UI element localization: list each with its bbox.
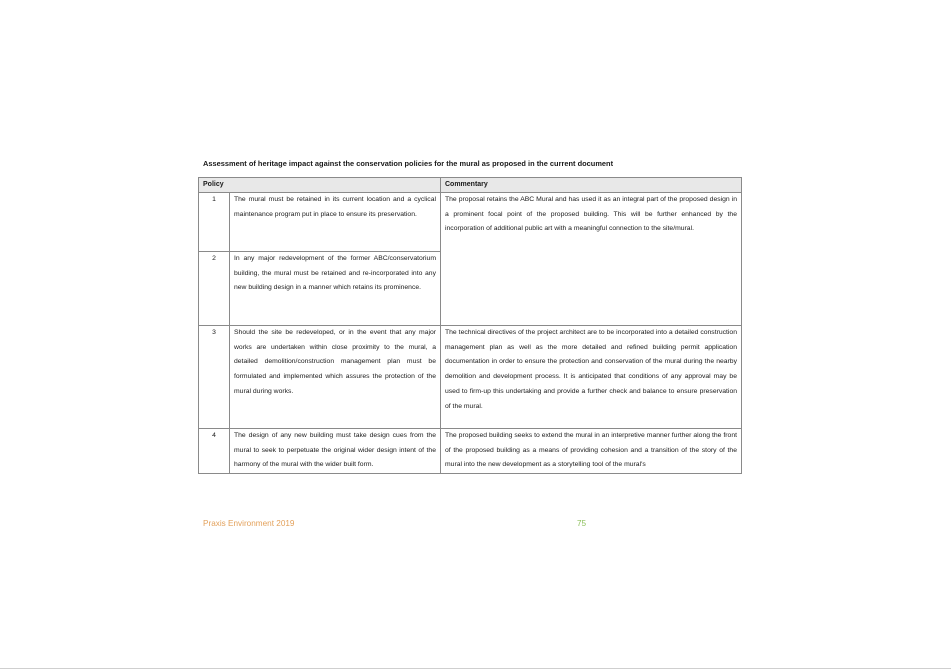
commentary-text <box>441 252 742 326</box>
policy-number: 3 <box>199 326 230 429</box>
policy-text: Should the site be redeveloped, or in the event that any major works are undertaken within close proximity to the mural, a detailed demolition/construction management plan must be formulated and implemented which assures the protection of the mural during works. <box>230 326 441 429</box>
policy-text: The design of any new building must take design cues from the mural to seek to perpetuate the original wider design intent of the harmony of the mural with the wider built form. <box>230 429 441 474</box>
policy-number: 1 <box>199 193 230 252</box>
commentary-text: The technical directives of the project architect are to be incorporated into a detailed construction management plan as well as the more detailed and refined building permit application documentation in order to ensure the protection and conservation of the mural during the nearby demolition and development process. It is anticipated that conditions of any approval may be used to firm-up this undertaking and provide a further check and balance to ensure preservation of the mural. <box>441 326 742 429</box>
table-row <box>199 193 742 252</box>
table-caption: Assessment of heritage impact against the conservation policies for the mural as proposed in the current document <box>203 159 614 168</box>
table-header-row <box>199 178 742 193</box>
heritage-impact-table <box>198 177 742 474</box>
table-row <box>199 326 742 429</box>
footer-publisher: Praxis Environment 2019 <box>203 519 295 528</box>
table-row <box>199 252 742 326</box>
policy-number: 2 <box>199 252 230 326</box>
page-number: 75 <box>577 519 587 528</box>
policy-text: The mural must be retained in its current location and a cyclical maintenance program put in place to ensure its preservation. <box>230 193 441 252</box>
commentary-text: The proposed building seeks to extend the mural in an interpretive manner further along the front of the proposed building as a means of providing cohesion and a transition of the story of the mural into the new development as a storytelling tool of the mural's <box>441 429 742 474</box>
commentary-header: Commentary <box>441 178 742 193</box>
commentary-text: The proposal retains the ABC Mural and has used it as an integral part of the proposed design in a prominent focal point of the proposed building. This will be further enhanced by the incorporation of additional public art with a meaningful connection to the site/mural. <box>441 193 742 252</box>
policy-number: 4 <box>199 429 230 474</box>
policy-header: Policy <box>199 178 441 193</box>
policy-text: In any major redevelopment of the former ABC/conservatorium building, the mural must be retained and re-incorporated into any new building design in a manner which retains its prominence. <box>230 252 441 326</box>
table-row <box>199 429 742 474</box>
